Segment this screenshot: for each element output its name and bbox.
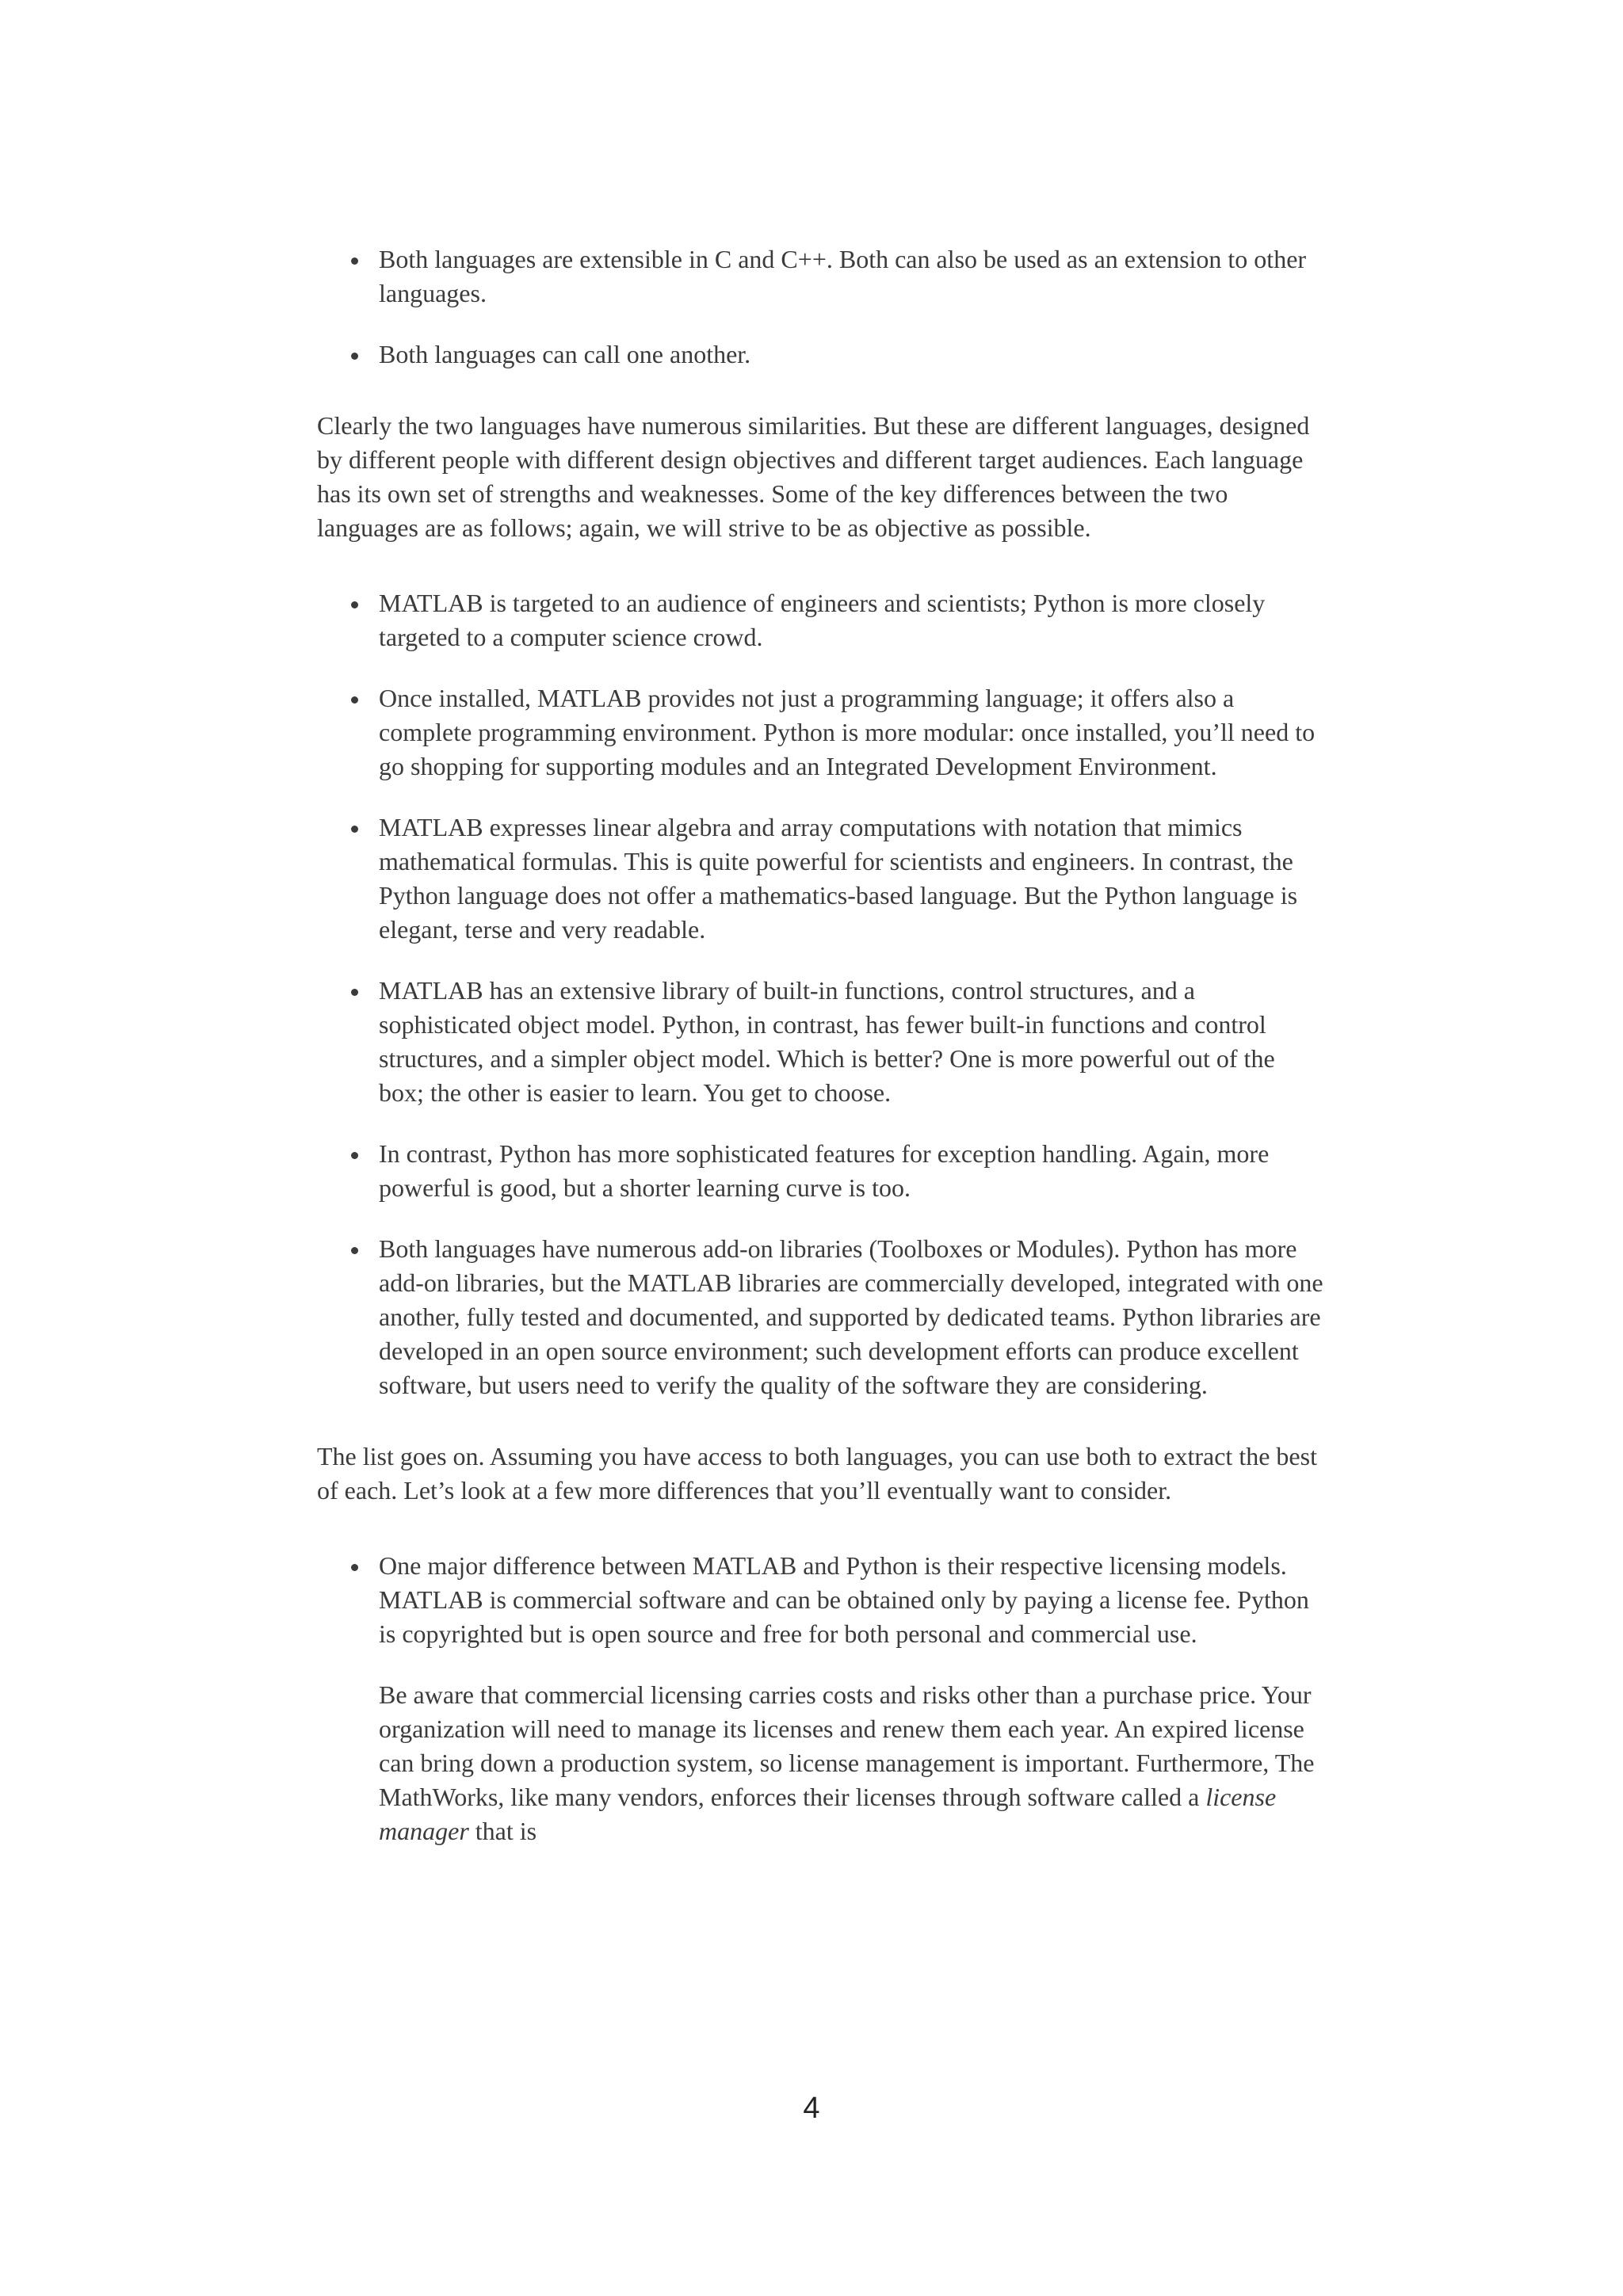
list-item: Both languages have numerous add-on libraries (Toolboxes or Modules). Python has more add-on libraries, but the MATLAB libraries are commercially developed, integrated with one another, fully tested and documented, and supported by dedicated teams. Python libraries are developed in an open source environment; such development efforts can produce excellent software, but users need to verify the quality of the software they are considering.	[379, 1232, 1323, 1402]
list-item: MATLAB has an extensive library of built-in functions, control structures, and a sophisticated object model. Python, in contrast, has fewer built-in functions and control structures, and a simpler object model. Which is better? One is more powerful out of the box; the other is easier to learn. You get to choose.	[379, 974, 1323, 1110]
list-item: MATLAB expresses linear algebra and array computations with notation that mimics mathematical formulas. This is quite powerful for scientists and engineers. In contrast, the Python language does not offer a mathematics-based language. But the Python language is elegant, terse and very readable.	[379, 810, 1323, 947]
document-body	[317, 242, 1323, 1875]
list-item: Once installed, MATLAB provides not just a programming language; it offers also a complete programming environment. Python is more modular: once installed, you’ll need to go shopping for supporting modules and an Integrated Development Environment.	[379, 681, 1323, 784]
paragraph-list-goes-on: The list goes on. Assuming you have access to both languages, you can use both to extract the best of each. Let’s look at a few more differences that you’ll eventually want to consider.	[317, 1442, 1317, 1505]
list-item: MATLAB is targeted to an audience of engineers and scientists; Python is more closely targeted to a computer science crowd.	[379, 586, 1323, 654]
licensing-text: One major difference between MATLAB and Python is their respective licensing models. MATLAB is commercial software and can be obtained only by paying a license fee. Python is copyrighted but is open source and free for both personal and commercial use.	[379, 1551, 1309, 1648]
bullet-list-licensing	[317, 1549, 1323, 1848]
sub-paragraph-end: that is	[468, 1817, 537, 1845]
paragraph-similarities: Clearly the two languages have numerous similarities. But these are different languages, designed by different people with different design objectives and different target audiences. Each language has its own set of strengths and weaknesses. Some of the key differences between the two languages are as follows; again, we will strive to be as objective as possible.	[317, 411, 1310, 542]
page-number: 4	[803, 2092, 820, 2125]
sub-paragraph-start: Be aware that commercial licensing carries costs and risks other than a purchase price. Your organization will need to manage its licenses and renew them each year. An expired license can bring down a production system, so license management is important. Furthermore, The MathWorks, like many vendors, enforces their licenses through software called a	[379, 1680, 1315, 1811]
list-item: In contrast, Python has more sophisticated features for exception handling. Again, more powerful is good, but a shorter learning curve is too.	[379, 1137, 1323, 1205]
list-item: Both languages can call one another.	[379, 338, 1323, 372]
bullet-list-top	[317, 242, 1323, 372]
list-item-licensing	[379, 1549, 1323, 1848]
bullet-list-differences	[317, 586, 1323, 1402]
list-item: Both languages are extensible in C and C++. Both can also be used as an extension to other languages.	[379, 242, 1323, 311]
license-manager-term: license manager	[379, 1783, 1277, 1845]
licensing-sub-paragraph	[379, 1678, 1323, 1848]
